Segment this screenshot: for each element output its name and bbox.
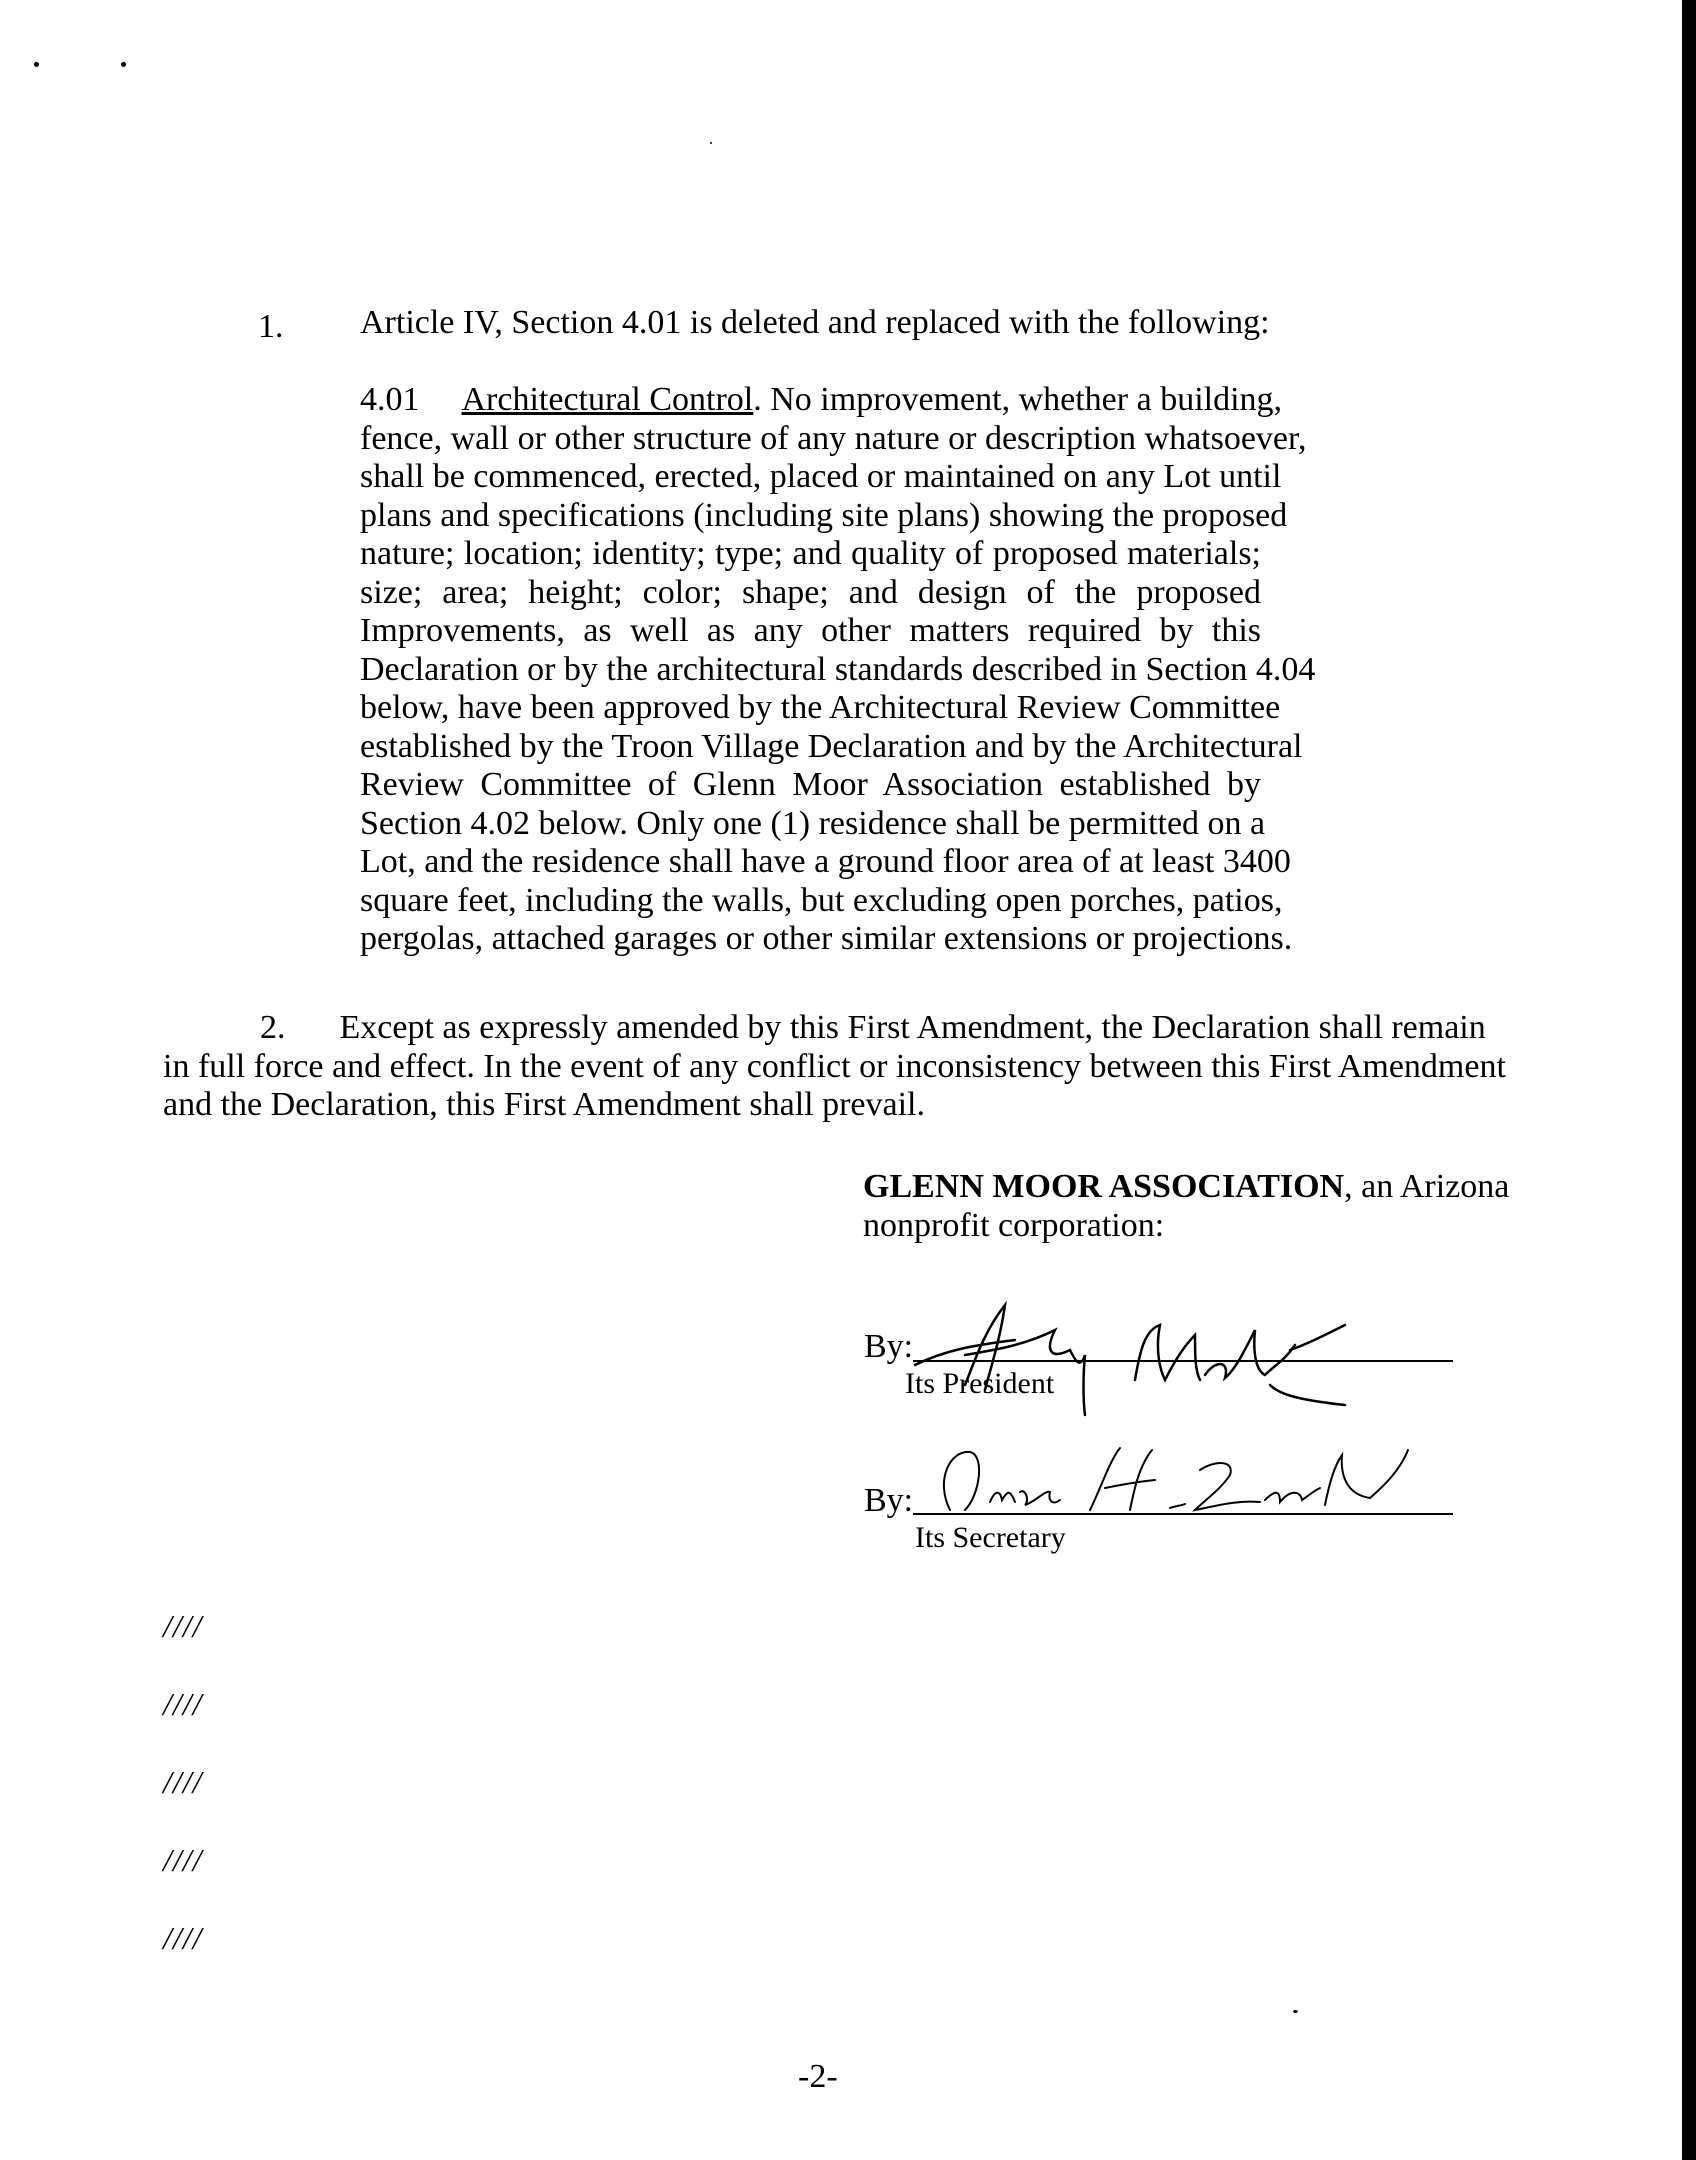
continuation-mark: //// xyxy=(163,1686,203,1722)
continuation-mark: //// xyxy=(163,1608,203,1644)
section-line: square feet, including the walls, but excluding open porches, patios, xyxy=(360,881,1283,919)
section-line: plans and specifications (including site plans) showing the proposed xyxy=(360,496,1288,534)
scan-speck xyxy=(34,62,39,67)
by-label-president: By: xyxy=(864,1328,914,1365)
section-line: Declaration or by the architectural standards described in Section 4.04 xyxy=(360,650,1316,688)
continuation-mark: //// xyxy=(163,1764,203,1800)
item-2 xyxy=(163,1009,1506,1125)
continuation-mark: //// xyxy=(163,1920,203,1956)
item-2-number: 2. xyxy=(260,1009,286,1046)
section-line: fence, wall or other structure of any nature or description whatsoever, xyxy=(360,419,1307,457)
title-president: Its President xyxy=(905,1367,1055,1400)
section-line: Review Committee of Glenn Moor Association established by xyxy=(360,766,1261,803)
section-line: established by the Troon Village Declaration and by the Architectural xyxy=(360,727,1303,765)
signature-organization xyxy=(863,1167,1509,1245)
section-line: size; area; height; color; shape; and design of the proposed xyxy=(360,573,1261,611)
item-2-line: and the Declaration, this First Amendment shall prevail. xyxy=(163,1086,925,1123)
section-number: 4.01 xyxy=(360,381,420,418)
org-line-1 xyxy=(863,1167,1509,1206)
secretary-signature-scribble xyxy=(930,1430,1410,1530)
scan-edge xyxy=(1682,0,1696,2160)
section-line: Section 4.02 below. Only one (1) residence shall be permitted on a xyxy=(360,804,1266,842)
item-2-line: in full force and effect. In the event of any conflict or inconsistency between this First Amendment xyxy=(163,1047,1506,1085)
scan-speck xyxy=(710,142,712,144)
section-4-01 xyxy=(360,381,1316,959)
org-suffix: , an Arizona xyxy=(1344,1168,1510,1205)
item-2-line: 2. Except as expressly amended by this First Amendment, the Declaration shall remain xyxy=(260,1009,1486,1046)
section-line: Lot, and the residence shall have a ground floor area of at least 3400 xyxy=(360,843,1291,880)
section-line: 4.01 Architectural Control. No improvement, whether a building, xyxy=(360,381,1283,418)
item-1-intro: Article IV, Section 4.01 is deleted and replaced with the following: xyxy=(360,304,1270,341)
president-signature-scribble xyxy=(905,1290,1365,1430)
section-line: shall be commenced, erected, placed or maintained on any Lot until xyxy=(360,458,1282,495)
org-name: GLENN MOOR ASSOCIATION xyxy=(863,1168,1345,1205)
scan-speck xyxy=(1293,2010,1298,2013)
section-line: Improvements, as well as any other matters required by this xyxy=(360,612,1261,649)
section-line: below, have been approved by the Architectural Review Committee xyxy=(360,689,1281,726)
continuation-mark: //// xyxy=(163,1842,203,1878)
page-number: -2- xyxy=(798,2058,838,2095)
section-line: pergolas, attached garages or other similar extensions or projections. xyxy=(360,920,1293,957)
by-label-secretary: By: xyxy=(864,1482,914,1519)
item-1-number: 1. xyxy=(258,308,284,345)
scan-speck xyxy=(121,62,126,67)
org-line-2: nonprofit corporation: xyxy=(863,1207,1165,1244)
section-line: nature; location; identity; type; and quality of proposed materials; xyxy=(360,535,1261,572)
title-secretary: Its Secretary xyxy=(915,1521,1066,1554)
section-heading: Architectural Control xyxy=(461,381,754,418)
